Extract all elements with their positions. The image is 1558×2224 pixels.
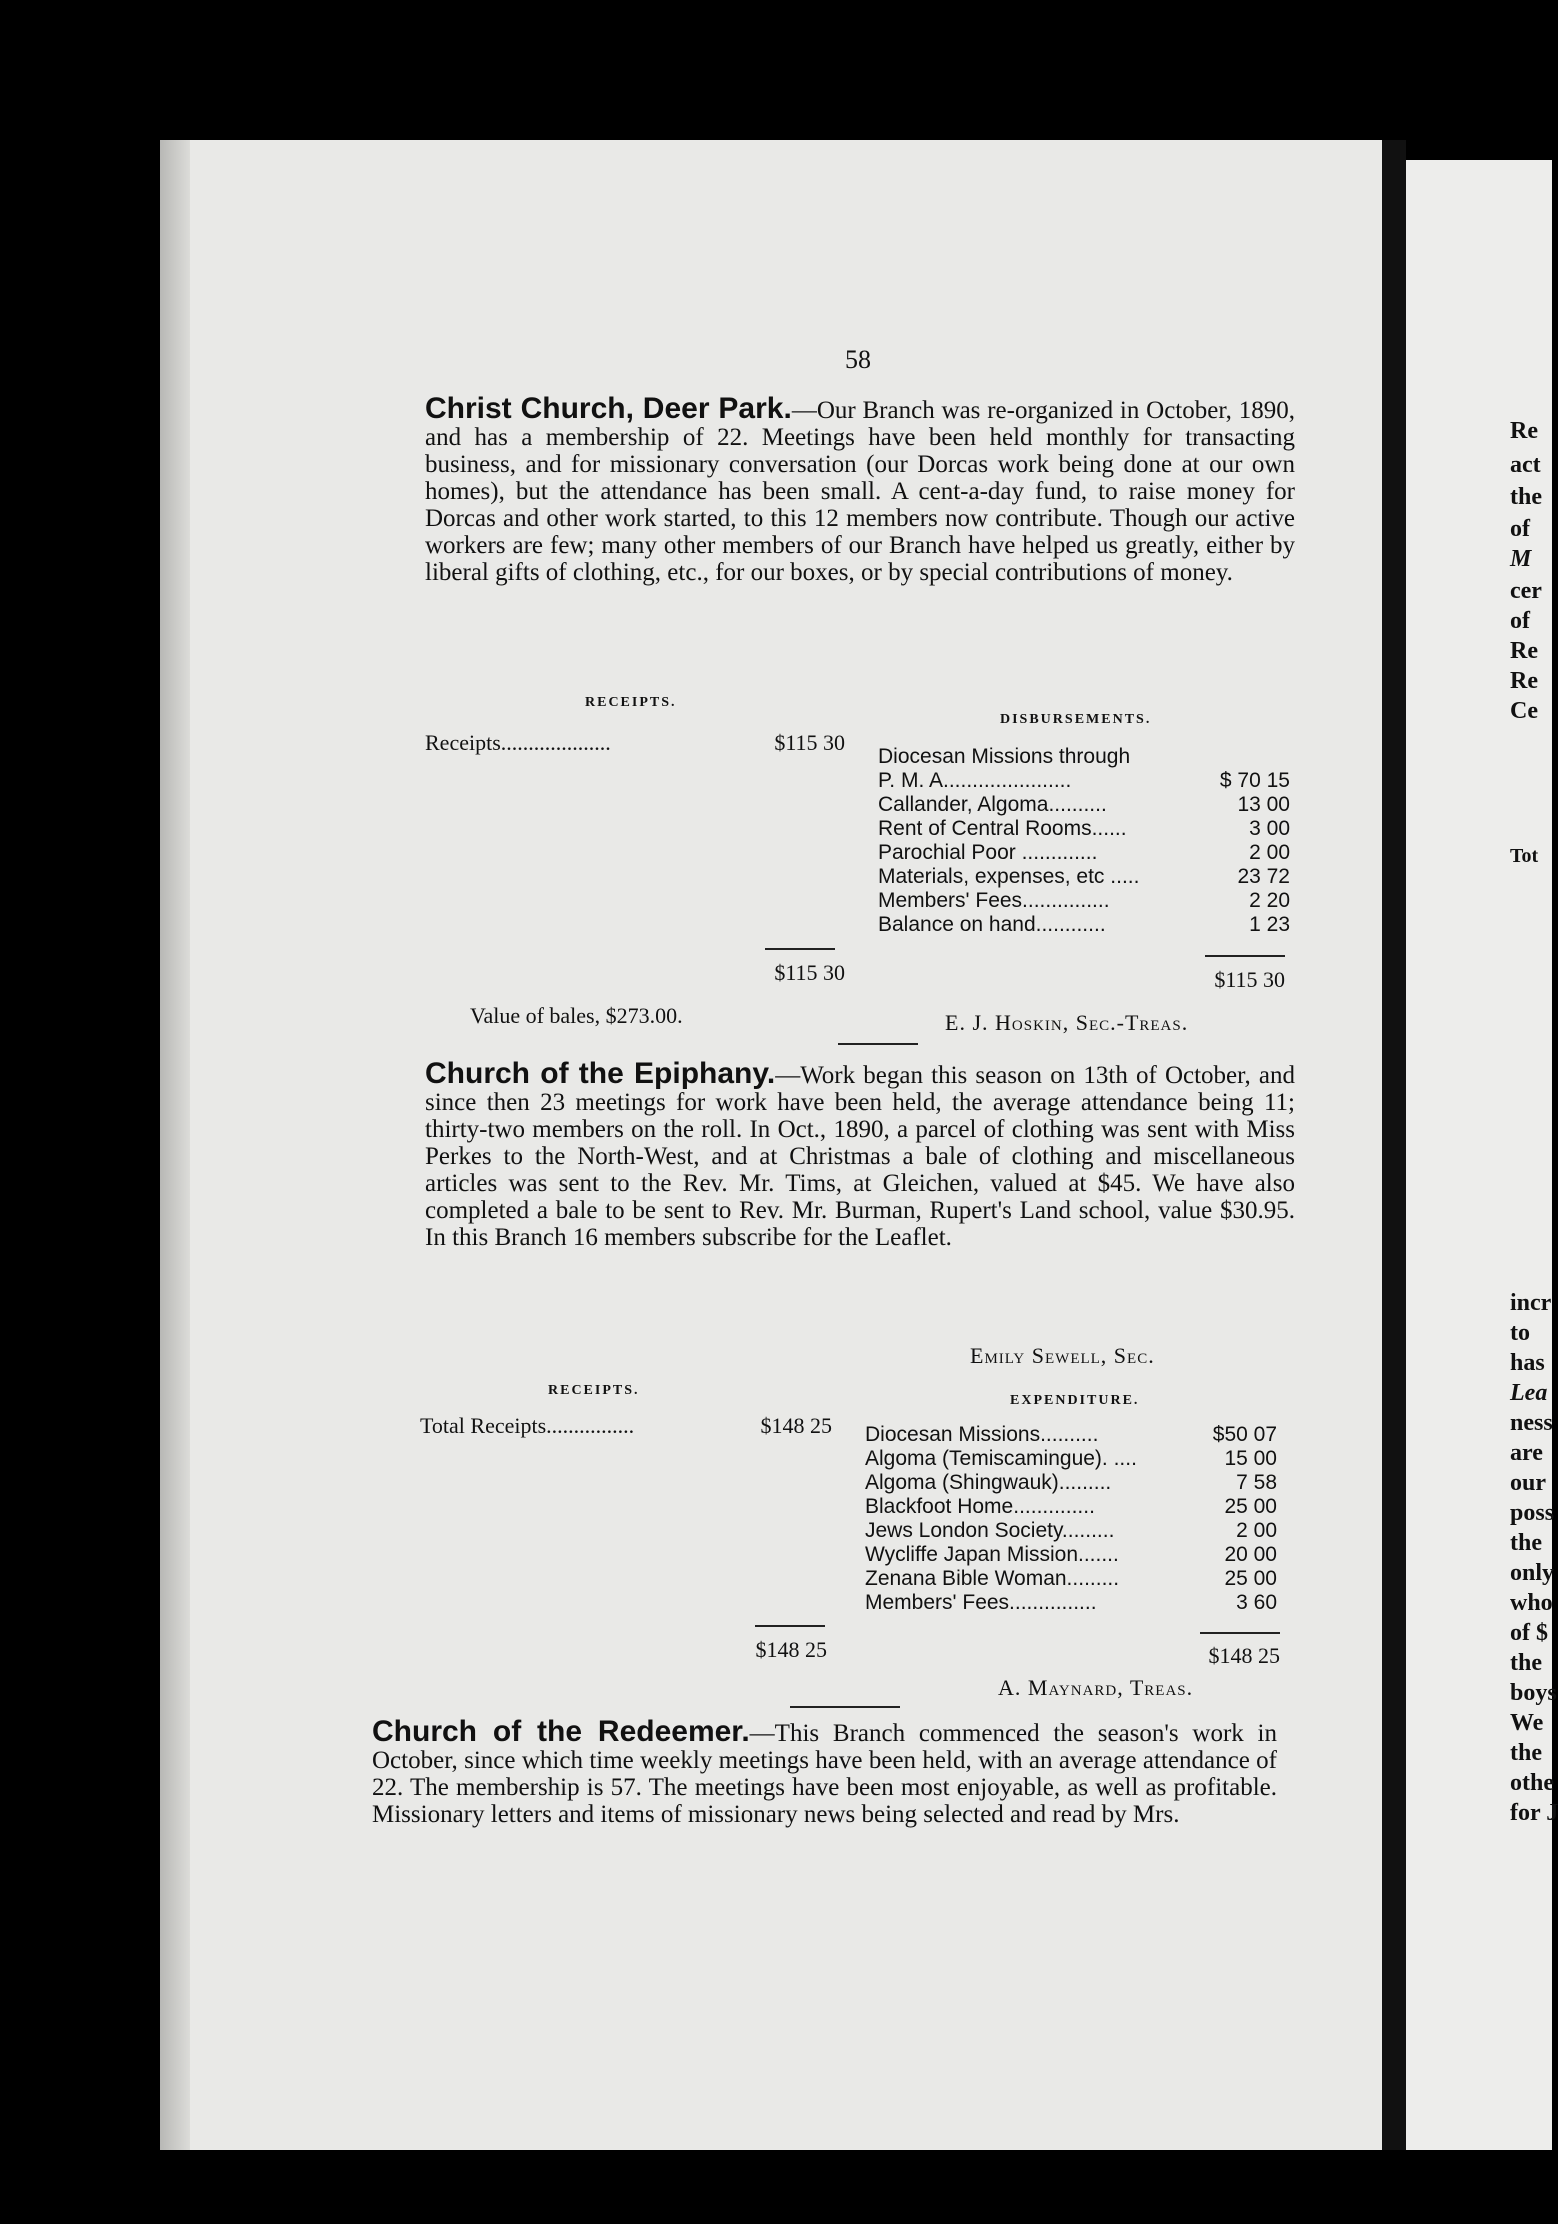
next-page-fragment: Ce [1510,698,1538,724]
section-heading: Church of the Epiphany. [425,1057,776,1090]
next-page-fragment: of [1510,608,1530,634]
list-item: Diocesan Missions through [878,745,1131,768]
next-page-fragment: Tot [1510,845,1539,867]
next-page-fragment: of [1510,516,1530,542]
section-epiphany [425,1057,1295,1251]
next-page-fragment: to [1510,1320,1530,1346]
list-item: Algoma (Temiscamingue). .... 15 00 [865,1447,1277,1470]
receipts-amount: $148 25 [760,1413,832,1438]
scan-border-left [0,0,160,2224]
next-page-fragment: Re [1510,418,1538,444]
list-item: Rent of Central Rooms...... 3 00 [878,817,1290,840]
total-rule-right [1200,1632,1280,1634]
section-christ-church [425,392,1295,586]
total-rule-left [755,1625,825,1627]
receipts-line: Total Receipts................ [420,1413,635,1438]
page-gutter [1382,140,1406,2150]
next-page-fragment: othe [1510,1770,1554,1796]
receipts-label: RECEIPTS. [548,1383,640,1398]
list-item: P. M. A...................... $ 70 15 [878,769,1290,792]
next-page-fragment: for J [1510,1800,1558,1826]
next-page-fragment: cer [1510,578,1542,604]
list-item: Zenana Bible Woman......... 25 00 [865,1567,1277,1590]
next-page-fragment: the [1510,1530,1542,1556]
next-page-fragment: M [1510,546,1532,572]
list-item: Materials, expenses, etc ..... 23 72 [878,865,1290,888]
total-left: $148 25 [755,1637,827,1662]
section-heading: Christ Church, Deer Park. [425,392,792,425]
total-rule-left [765,948,835,950]
list-item: Diocesan Missions.......... $50 07 [865,1423,1277,1446]
signature: E. J. Hoskin, Sec.-Treas. [945,1010,1189,1035]
next-page-fragment: the [1510,1650,1542,1676]
list-item: Parochial Poor ............. 2 00 [878,841,1290,864]
disbursements-label: DISBURSEMENTS. [1000,712,1152,727]
section-redeemer [372,1715,1278,1828]
next-page-fragment: has [1510,1350,1545,1376]
page-binding-edge [160,140,190,2150]
section-heading: Church of the Redeemer. [372,1715,750,1748]
list-item: Balance on hand............ 1 23 [878,913,1290,936]
total-right: $115 30 [1214,967,1285,992]
section-body: —Work began this season on 13th of October, and since then 23 meetings for work have been held, the average attendance being 11; thirty-two members on the roll. In Oct., 1890, a parcel of clothing was sent with Miss Perkes to the North-West, and at Christmas a bale of clothing and miscellaneous articles was sent to the Rev. Mr. Tims, at Gleichen, valued at $45. We have also completed a bale to be sent to Rev. Mr. Burman, Rupert's Land school, value $30.95. In this Branch 16 members subscribe for the Leaflet. [425,1062,1295,1251]
next-page-fragment: Lea [1510,1380,1548,1406]
list-item: Members' Fees............... 2 20 [878,889,1290,912]
next-page-fragment: are [1510,1440,1543,1466]
next-page-fragment: act [1510,452,1541,478]
scan-border-bottom [0,2150,1552,2224]
treasurer-signature: A. Maynard, Treas. [998,1675,1194,1700]
bales-value: Value of bales, $273.00. [470,1003,683,1028]
next-page-fragment: our [1510,1470,1546,1496]
next-page-fragment: who [1510,1590,1553,1616]
list-item: Callander, Algoma.......... 13 00 [878,793,1290,816]
next-page-fragment: of $ [1510,1620,1548,1646]
list-item: Wycliffe Japan Mission....... 20 00 [865,1543,1277,1566]
total-right: $148 25 [1208,1643,1280,1668]
next-page-fragment: Re [1510,638,1538,664]
total-left: $115 30 [774,960,845,985]
section-divider [838,1043,918,1045]
next-page-fragment: boys [1510,1680,1557,1706]
total-rule-right [1205,955,1285,957]
next-page-fragment: poss [1510,1500,1555,1526]
page-number: 58 [845,345,871,374]
expenditure-list [865,1423,1277,1615]
next-page-fragment: the [1510,484,1542,510]
list-item: Jews London Society......... 2 00 [865,1519,1277,1542]
next-page-fragment: incr [1510,1290,1552,1316]
next-page-fragment: We [1510,1710,1544,1736]
next-page-fragment: Re [1510,668,1538,694]
next-page-fragment: only [1510,1560,1555,1586]
disbursement-list [878,745,1290,937]
list-item: Blackfoot Home.............. 25 00 [865,1495,1277,1518]
section-body: —Our Branch was re-organized in October, 1890, and has a membership of 22. Meetings have been held monthly for transacting business, and for missionary conversation (our Dorcas work being done at our own homes), but the attendance has been small. A cent-a-day fund, to raise money for Dorcas and other work started, to this 12 members now contribute. Though our active workers are few; many other members of our Branch have helped us greatly, either by liberal gifts of clothing, etc., for our boxes, or by special contributions of money. [425,397,1295,586]
section-divider [790,1706,900,1708]
receipts-label: RECEIPTS. [585,695,677,710]
list-item: Algoma (Shingwauk)......... 7 58 [865,1471,1277,1494]
receipts-line: Receipts.................... [425,730,611,755]
secretary-signature: Emily Sewell, Sec. [970,1343,1155,1368]
next-page-fragment: the [1510,1740,1542,1766]
receipts-amount: $115 30 [774,730,845,755]
list-item: Members' Fees............... 3 60 [865,1591,1277,1614]
section-body: —This Branch commenced the season's work in October, since which time weekly meetings have been held, with an average attendance of 22. The membership is 57. The meetings have been most enjoyable, as well as profitable. Missionary letters and items of missionary news being selected and read by Mrs. [372,1720,1278,1828]
next-page-fragment: ness [1510,1410,1553,1436]
expenditure-label: EXPENDITURE. [1010,1393,1140,1408]
